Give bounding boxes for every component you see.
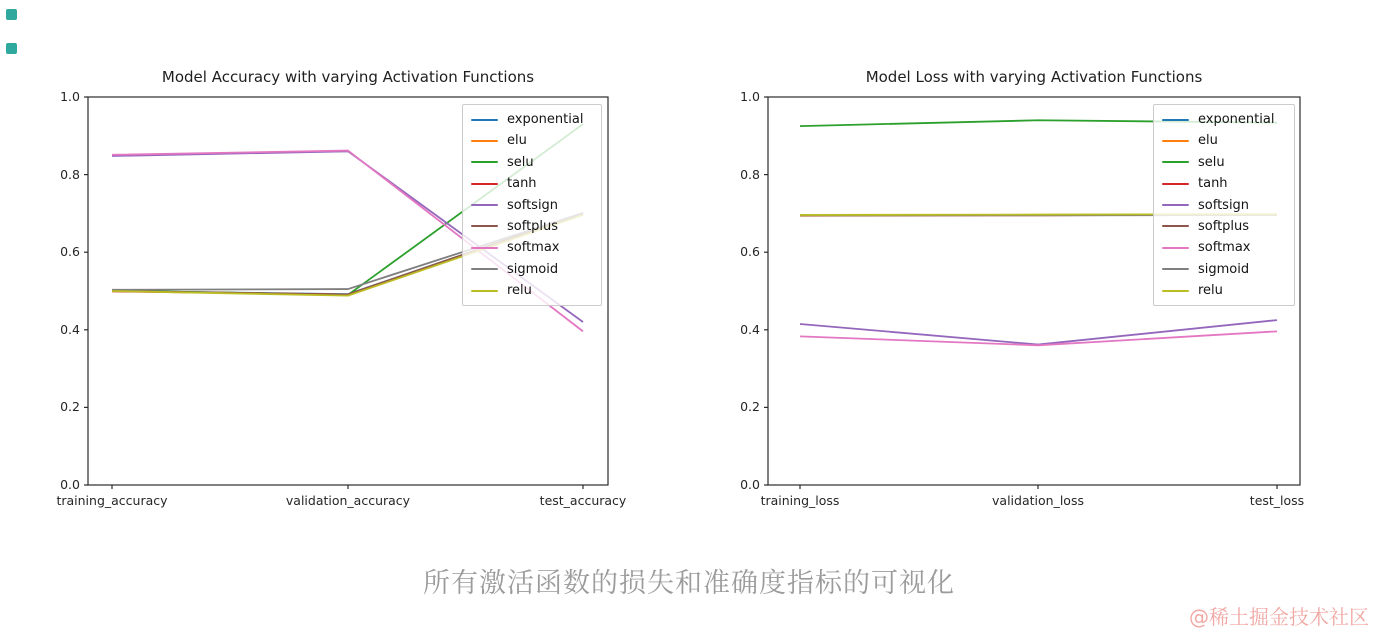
figure-caption: 所有激活函数的损失和准确度指标的可视化 [423,568,955,599]
legend-line-swatch [1162,204,1189,206]
legend-label: sigmoid [1198,261,1250,277]
legend-label: tanh [507,176,537,192]
legend-line-swatch [471,140,498,142]
y-tick-label: 0.0 [60,477,80,492]
legend-label: softplus [507,218,559,234]
legend-line-swatch [1162,119,1189,121]
legend-line-swatch [471,268,498,270]
community-watermark: @稀土掘金技术社区 [1189,605,1369,629]
accuracy-chart-title: Model Accuracy with varying Activation Functions [161,68,535,86]
green-square-bullet-icon [6,43,17,54]
x-tick-label: validation_accuracy [285,493,411,508]
legend-label: selu [1198,154,1225,170]
legend-line-swatch [1162,161,1189,163]
x-tick-label: validation_loss [992,493,1084,508]
legend-label: relu [1198,283,1223,298]
softsign-line [800,320,1277,344]
legend-line-swatch [471,225,498,227]
legend-item [1162,112,1286,127]
legend-line-swatch [471,247,498,249]
legend-item [1162,176,1286,191]
legend-item [1162,240,1286,255]
green-square-bullet-icon [6,9,17,20]
y-tick-label: 0.4 [740,321,760,337]
legend-label: selu [507,154,534,170]
legend-line-swatch [1162,247,1189,249]
legend-line-swatch [1162,268,1189,270]
legend-label: relu [507,283,532,298]
legend-item [1162,155,1286,170]
legend-label: softplus [1198,218,1250,234]
accuracy-legend [462,104,602,306]
legend-line-swatch [1162,140,1189,142]
y-tick-label: 0.2 [740,399,760,415]
y-tick-label: 0.6 [60,244,80,260]
legend-item [471,262,593,277]
legend-item [471,176,593,191]
legend-line-swatch [1162,225,1189,227]
legend-label: sigmoid [507,261,559,277]
legend-label: elu [507,133,527,149]
legend-line-swatch [471,204,498,206]
legend-label: elu [1198,133,1218,149]
legend-item [1162,283,1286,298]
y-tick-label: 1.0 [60,89,80,104]
legend-item [471,133,593,148]
legend-item [1162,133,1286,148]
x-tick-label: test_loss [1249,493,1305,508]
legend-line-swatch [471,290,498,292]
legend-line-swatch [1162,183,1189,185]
legend-line-swatch [471,161,498,163]
y-tick-label: 0.4 [60,321,80,337]
loss-legend [1153,104,1295,306]
x-tick-label: test_accuracy [539,493,627,508]
softmax-line [800,331,1277,345]
legend-item [1162,262,1286,277]
legend-item [1162,198,1286,213]
legend-item [471,155,593,170]
legend-item [471,219,593,234]
y-tick-label: 0.8 [740,166,760,182]
y-tick-label: 0.0 [740,477,760,492]
legend-label: exponential [507,112,584,127]
x-tick-label: training_accuracy [56,493,168,508]
loss-chart-title: Model Loss with varying Activation Functions [865,68,1203,86]
legend-label: softsign [507,197,559,213]
legend-line-swatch [1162,290,1189,292]
legend-label: tanh [1198,176,1228,192]
y-tick-label: 1.0 [740,89,760,104]
y-tick-label: 0.8 [60,166,80,182]
legend-label: softsign [1198,197,1250,213]
legend-item [471,283,593,298]
legend-line-swatch [471,183,498,185]
legend-item [471,112,593,127]
y-tick-label: 0.2 [60,399,80,415]
legend-item [471,198,593,213]
legend-label: softmax [507,240,560,256]
legend-item [471,240,593,255]
legend-item [1162,219,1286,234]
legend-label: softmax [1198,240,1251,256]
legend-line-swatch [471,119,498,121]
y-tick-label: 0.6 [740,244,760,260]
legend-label: exponential [1198,112,1275,127]
x-tick-label: training_loss [760,493,840,508]
